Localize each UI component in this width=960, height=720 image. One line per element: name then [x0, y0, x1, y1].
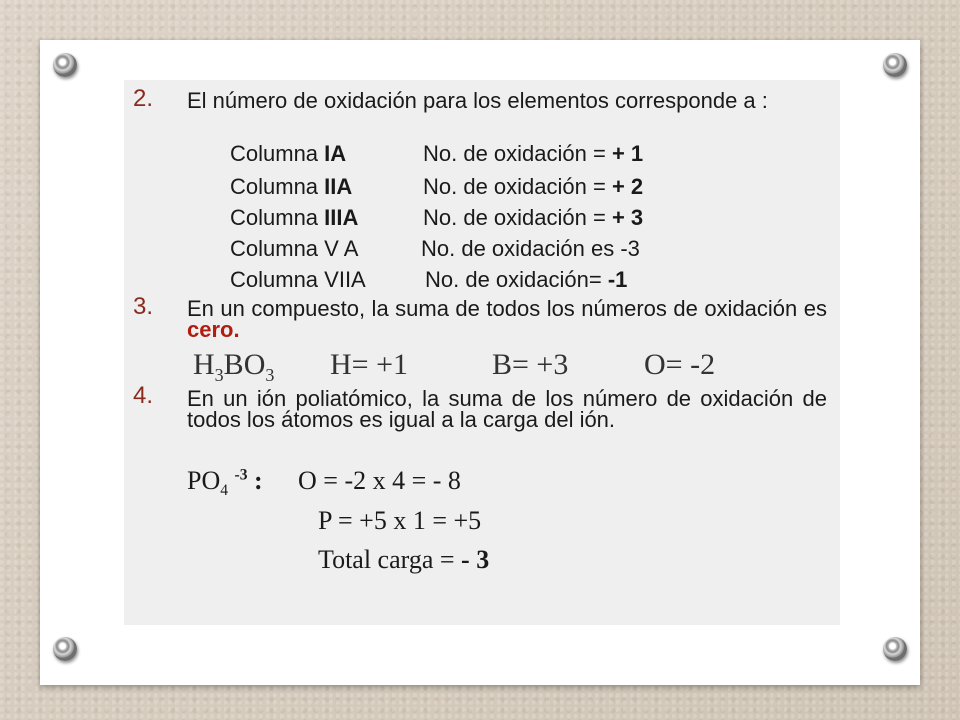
- column-row: Columna IIIA: [230, 205, 359, 230]
- item-text: En un compuesto, la suma de todos los números de oxidación es cero.: [187, 296, 827, 342]
- formula-h3bo3: $H_3BO_3$: [193, 348, 275, 385]
- item-number: 2.: [133, 85, 154, 112]
- oxidation-value: No. de oxidación = + 3: [423, 205, 644, 230]
- oxidation-value: No. de oxidación= -1: [425, 267, 628, 292]
- column-row: Columna VIIA: [230, 267, 366, 292]
- emphasis-text: cero.: [187, 317, 240, 342]
- h-oxidation: H= +1: [330, 348, 409, 381]
- column-row: Columna IIA: [230, 174, 353, 199]
- oxidation-value: No. de oxidación = + 2: [423, 174, 644, 199]
- item-text: En un ión poliatómico, la suma de los número de oxidación de todos los átomos es igual a la carga del ión.: [187, 386, 827, 432]
- pushpin-icon: [883, 637, 907, 661]
- oxidation-value: No. de oxidación = + 1: [423, 141, 644, 166]
- total-charge: Total carga = - 3: [318, 545, 490, 574]
- column-row: Columna IA: [230, 141, 347, 166]
- phosphorus-calc: P = +5 x 1 = +5: [318, 506, 482, 535]
- oxygen-calc: O = -2 x 4 = - 8: [298, 466, 461, 495]
- column-row: Columna V A: [230, 236, 359, 261]
- item-number: 4.: [133, 382, 154, 409]
- pushpin-icon: [53, 637, 77, 661]
- oxidation-value: No. de oxidación es -3: [421, 236, 640, 261]
- ion-formula: $PO_4$ $^{-3}$ :: [187, 466, 263, 500]
- pushpin-icon: [883, 53, 907, 77]
- item-number: 3.: [133, 293, 154, 320]
- pushpin-icon: [53, 53, 77, 77]
- item-text: El número de oxidación para los elementos corresponde a :: [187, 88, 768, 113]
- b-oxidation: B= +3: [492, 348, 569, 381]
- o-oxidation: O= -2: [644, 348, 716, 381]
